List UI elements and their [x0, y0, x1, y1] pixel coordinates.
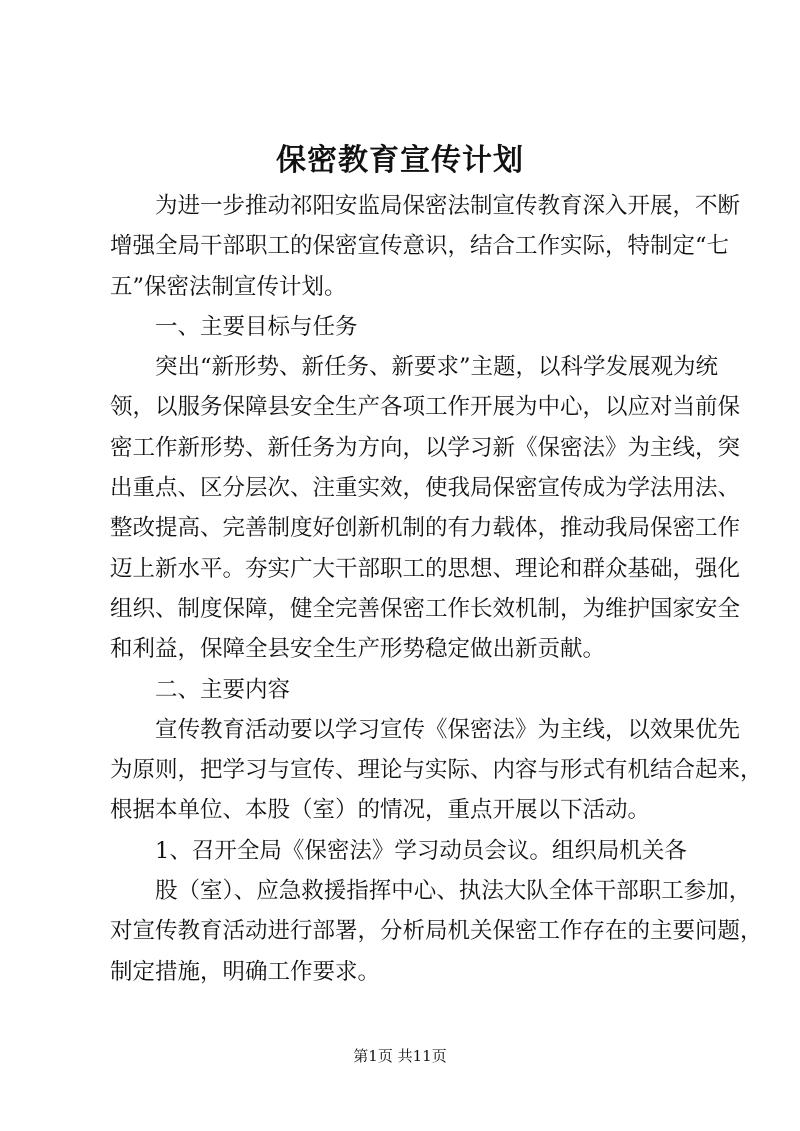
text-line: 对宣传教育活动进行部署，分析局机关保密工作存在的主要问题，: [110, 918, 763, 945]
document-title: 保密教育宣传计划: [276, 143, 524, 178]
text-line: 出重点、区分层次、注重实效，使我局保密宣传成为学法用法、: [110, 475, 741, 502]
text-line: 股（室）、应急救援指挥中心、执法大队全体干部职工参加，: [155, 878, 752, 905]
text-line: 整改提高、完善制度好创新机制的有力载体，推动我局保密工作: [110, 515, 741, 542]
section-heading: 一、主要目标与任务: [155, 313, 358, 340]
text-line: 增强全局干部职工的保密宣传意识，结合工作实际，特制定“七: [110, 233, 730, 260]
text-line: 突出“新形势、新任务、新要求”主题，以科学发展观为统: [155, 354, 719, 381]
text-line: 根据本单位、本股（室）的情况，重点开展以下活动。: [110, 797, 651, 824]
text-line: 组织、制度保障，健全完善保密工作长效机制，为维护国家安全: [110, 595, 741, 622]
text-line: 五”保密法制宣传计划。: [110, 273, 347, 300]
text-line: 1、召开全局《保密法》学习动员会议。组织局机关各: [155, 837, 687, 864]
text-line: 领，以服务保障县安全生产各项工作开展为中心，以应对当前保: [110, 394, 741, 421]
document-body: [110, 186, 763, 992]
page-footer: 第1页 共11页: [353, 1047, 447, 1065]
text-line: 制定措施，明确工作要求。: [110, 958, 381, 985]
text-line: 和利益，保障全县安全生产形势稳定做出新贡献。: [110, 636, 606, 663]
text-line: 宣传教育活动要以学习宣传《保密法》为主线，以效果优先: [155, 716, 741, 743]
text-line: 迈上新水平。夯实广大干部职工的思想、理论和群众基础，强化: [110, 555, 741, 582]
section-heading: 二、主要内容: [155, 676, 291, 703]
text-line: 为原则，把学习与宣传、理论与实际、内容与形式有机结合起来，: [110, 757, 763, 784]
text-line: 密工作新形势、新任务为方向，以学习新《保密法》为主线，突: [110, 434, 741, 461]
text-line: 为进一步推动祁阳安监局保密法制宣传教育深入开展，不断: [155, 193, 741, 219]
